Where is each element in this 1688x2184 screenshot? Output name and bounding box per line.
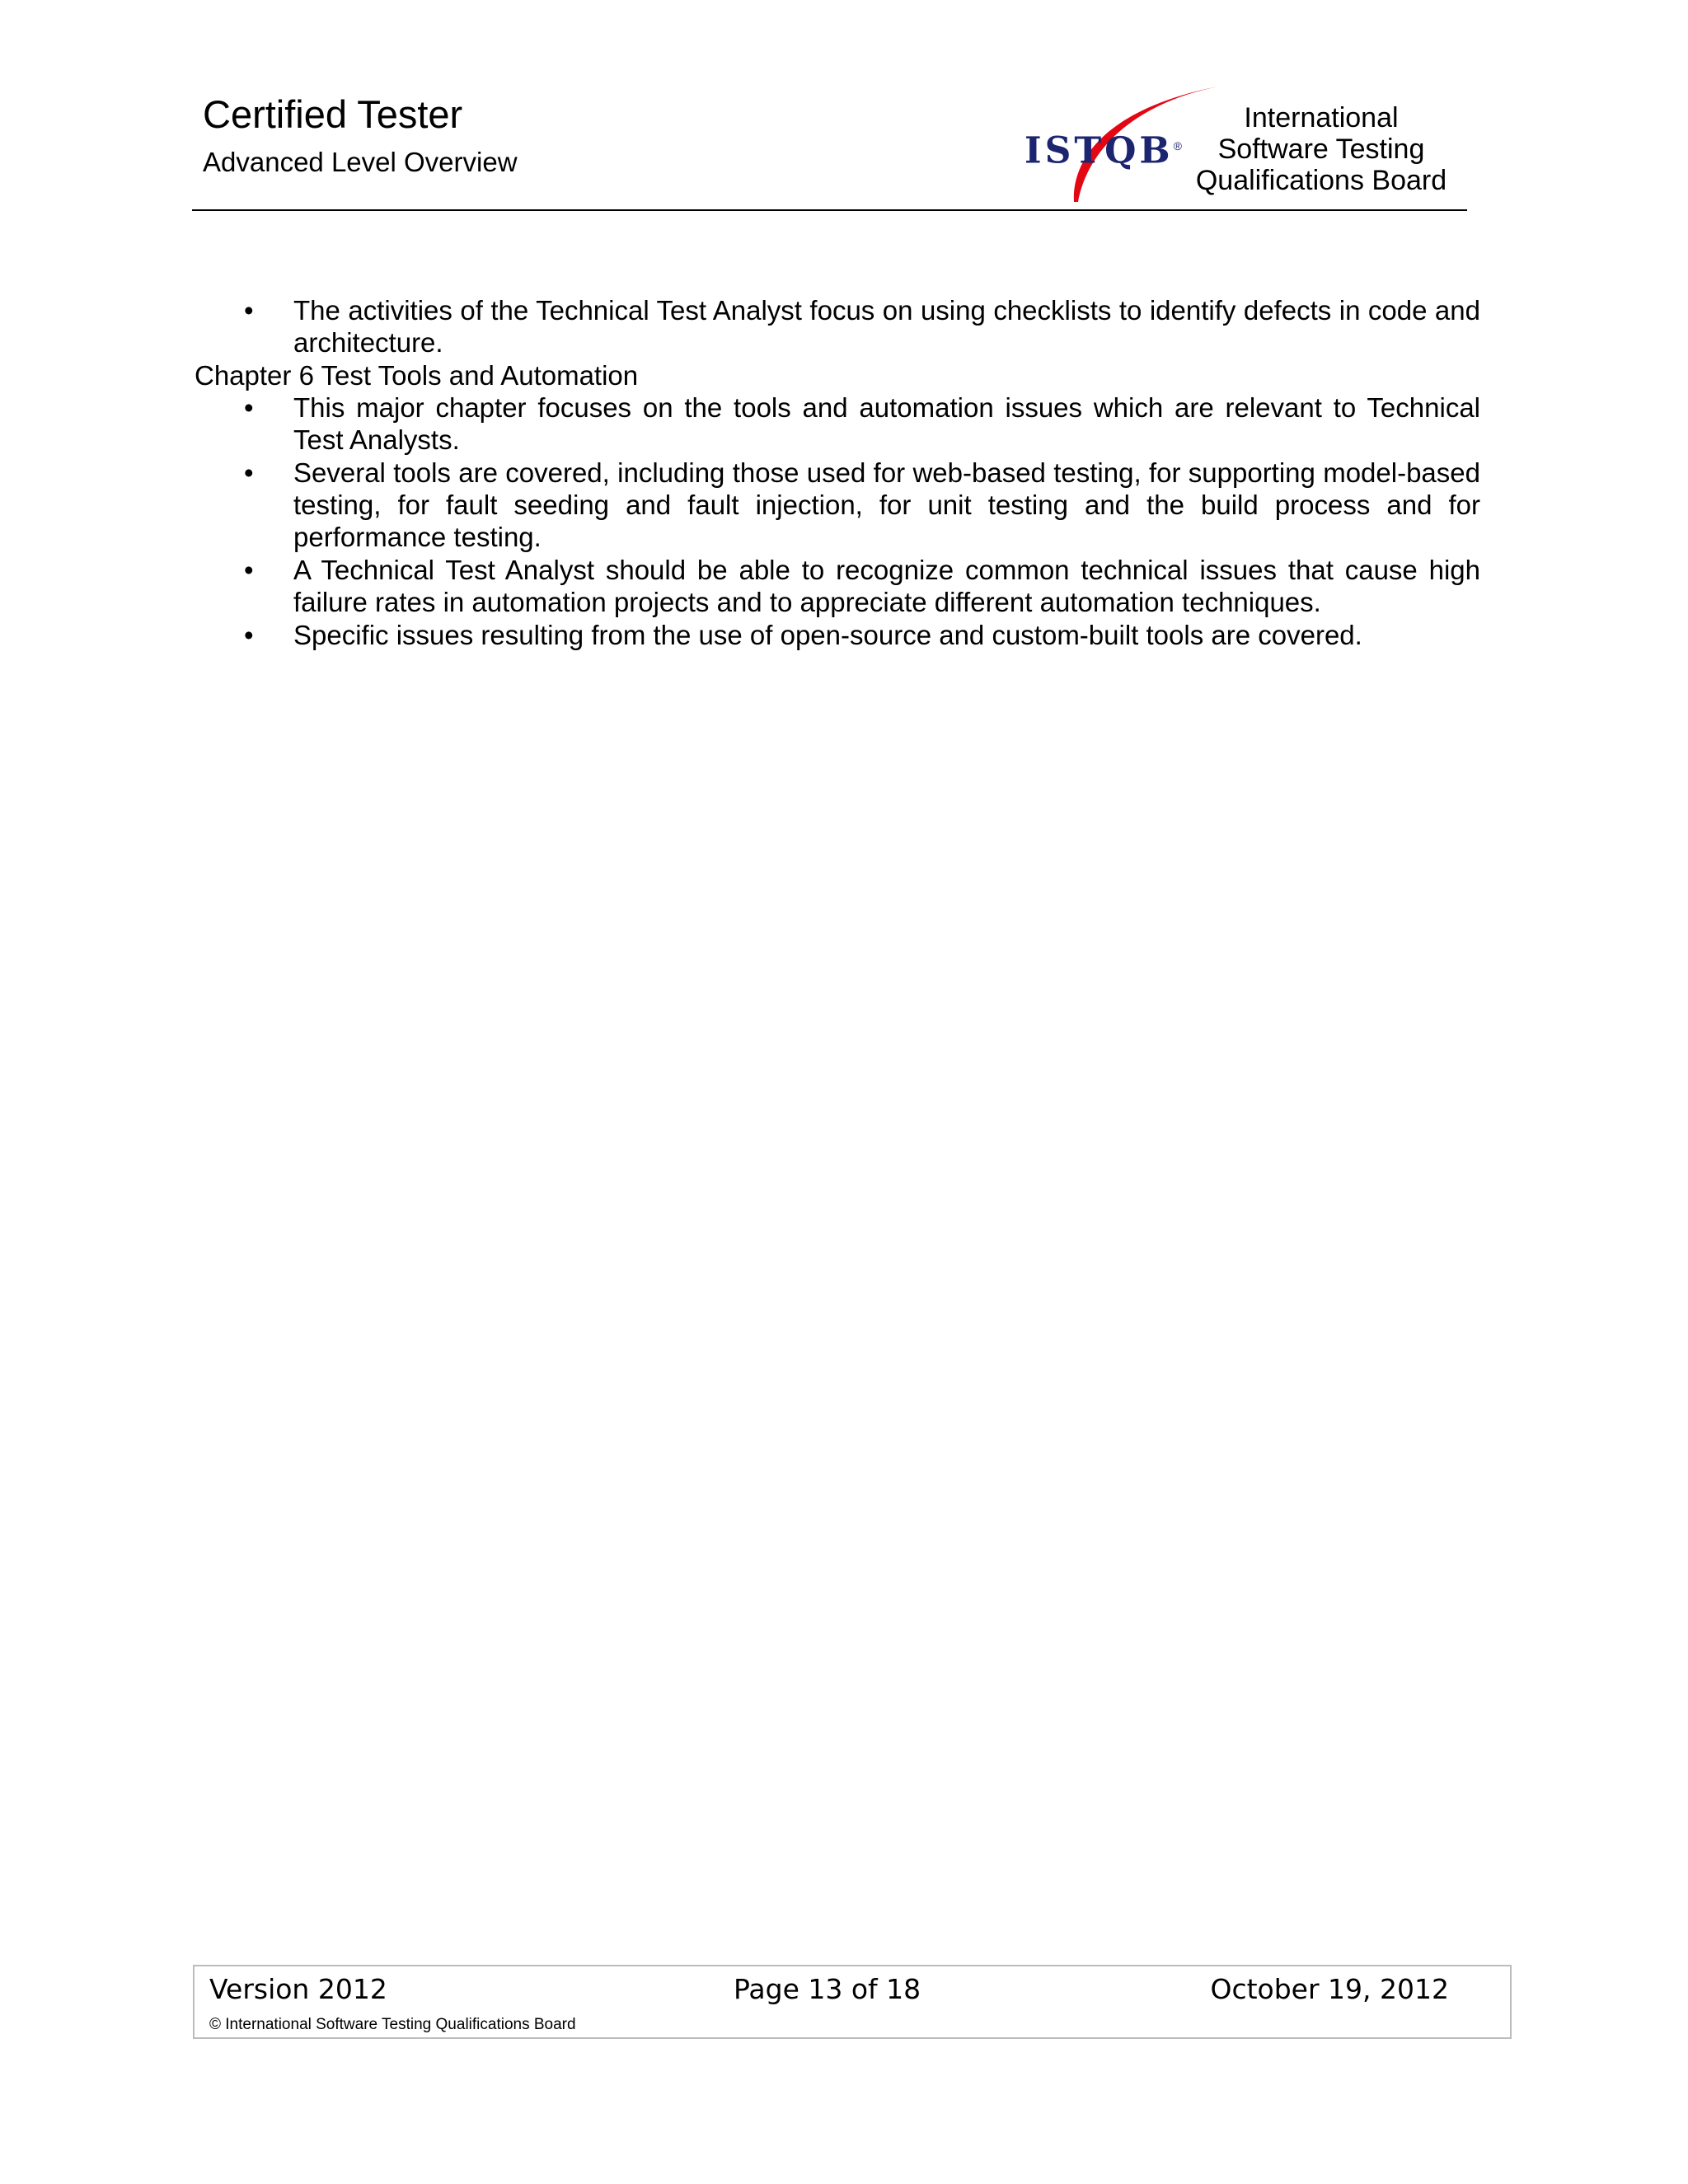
bullet-icon: • xyxy=(244,457,254,488)
chapter-heading: Chapter 6 Test Tools and Automation xyxy=(195,360,639,391)
header-subtitle: Advanced Level Overview xyxy=(203,147,518,177)
logo-trademark: ® xyxy=(1173,139,1182,152)
logo-text: ISTQB xyxy=(1025,129,1174,172)
footer-date: October 19, 2012 xyxy=(1210,1973,1449,2005)
bullet-icon: • xyxy=(244,555,254,585)
list-item-text: Specific issues resulting from the use of open-source and custom-built tools are covered. xyxy=(293,620,1362,650)
list-item-text: The activities of the Technical Test Analyst focus on using checklists to identify defects in code and architecture. xyxy=(293,295,1480,358)
list-item xyxy=(195,294,1480,359)
list-item xyxy=(195,554,1480,618)
footer-page-number: Page 13 of 18 xyxy=(734,1973,921,2005)
footer-version: Version 2012 xyxy=(209,1973,387,2005)
bullet-icon: • xyxy=(244,620,254,650)
list-item-text: This major chapter focuses on the tools and automation issues which are relevant to Technical Test Analysts. xyxy=(293,392,1480,455)
org-line: International xyxy=(1244,102,1399,134)
istqb-logo xyxy=(1025,125,1182,172)
org-line: Software Testing xyxy=(1217,134,1425,165)
list-item xyxy=(195,619,1480,651)
footer-copyright: © International Software Testing Qualifications Board xyxy=(209,2016,576,2033)
list-item-text: A Technical Test Analyst should be able to recognize common technical issues that cause high failure rates in automation projects and to appreciate different automation techniques. xyxy=(293,555,1480,617)
list-item-text: Several tools are covered, including those used for web-based testing, for supporting model-based testing, for fault seeding and fault injection, for unit testing and the build process and for performance testing. xyxy=(293,457,1480,552)
list-item xyxy=(195,391,1480,456)
intro-bullet-list xyxy=(195,294,1480,359)
header-organization xyxy=(1165,102,1478,196)
bullet-icon: • xyxy=(244,295,254,326)
list-item xyxy=(195,457,1480,553)
page-header xyxy=(192,79,1467,211)
org-line: Qualifications Board xyxy=(1195,165,1447,196)
page-footer xyxy=(193,1965,1512,2039)
bullet-icon: • xyxy=(244,392,254,423)
page-content xyxy=(195,294,1480,652)
chapter-bullet-list xyxy=(195,391,1480,651)
header-title: Certified Tester xyxy=(203,92,463,136)
